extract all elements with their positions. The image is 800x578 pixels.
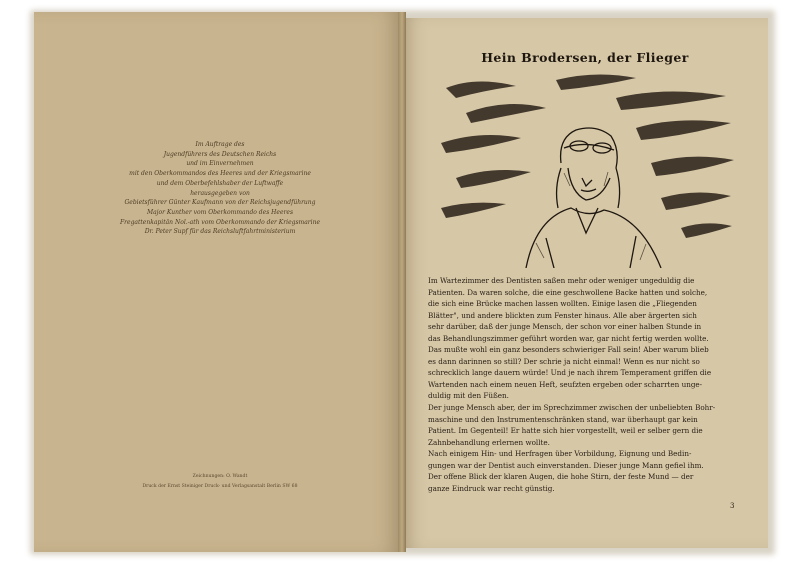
text-line: das Behandlungszimmer geführt worden war, gar nicht fertig werden wollte. <box>428 333 709 343</box>
left-page <box>34 12 402 552</box>
printer-credit: Druck der Ernst Steiniger Druck- und Verlagsanstalt Berlin SW 68 <box>142 484 298 489</box>
text-line: Wartenden nach einem neuen Heft, seufzten ergeben oder scharrten unge- <box>428 379 703 389</box>
credit-line: mit den Oberkommandos des Heeres und der Kriegsmarine <box>129 170 311 178</box>
text-line: maschine und den Instrumentenschränken stand, war überhaupt gar kein <box>428 414 698 424</box>
text-line: Im Wartezimmer des Dentisten saßen mehr oder weniger ungeduldig die <box>428 276 695 285</box>
credit-line: Major Kunther vom Oberkommando des Heeres <box>146 208 294 216</box>
publisher-credits <box>40 140 400 237</box>
credit-line: Jugendführers des Deutschen Reichs <box>163 150 277 158</box>
text-line: Nach einigem Hin- und Herfragen über Vorbildung, Eignung und Bedin- <box>428 449 692 459</box>
page-number: 3 <box>730 502 735 510</box>
credit-line: und im Einvernehmen <box>186 160 254 168</box>
text-line: es dann darinnen so still? Der schrie ja nicht einmal! Wenn es nur nicht so <box>428 356 700 366</box>
credit-line: Dr. Peter Supf für das Reichsluftfahrtministerium <box>144 228 296 236</box>
text-line: ganze Eindruck war recht günstig. <box>428 483 555 493</box>
drawings-credit: Zeichnungen: O. Wandt <box>192 474 248 479</box>
text-line: die sich eine Brücke machen lassen wollten. Einige lasen die „Fliegenden <box>428 299 697 309</box>
credit-line: Gebietsführer Günter Kaufmann von der Reichsjugendführung <box>124 199 316 207</box>
text-line: duldig mit den Füßen. <box>428 391 509 401</box>
text-line: gungen war der Dentist auch einverstanden. Dieser junge Mann gefiel ihm. <box>428 460 704 470</box>
credit-line: herausgegeben von <box>190 189 250 197</box>
text-line: Der junge Mensch aber, der im Sprechzimmer zwischen der unbeliebten Bohr- <box>428 403 716 413</box>
chapter-body <box>428 275 728 494</box>
text-line: sehr darüber, daß der junge Mensch, der schon vor einer halben Stunde in <box>428 322 702 332</box>
text-line: Patient. Im Gegenteil! Er hatte sich hier vorgestellt, weil er selber gern die <box>428 426 703 436</box>
aviator-illustration <box>436 68 736 268</box>
text-line: Der offene Blick der klaren Augen, die hohe Stirn, der feste Mund — der <box>428 472 694 482</box>
credit-line: Im Auftrage des <box>195 141 245 148</box>
credit-line: und dem Oberbefehlshaber der Luftwaffe <box>156 179 284 187</box>
text-line: Das mußte wohl ein ganz besonders schwieriger Fall sein! Aber warum blieb <box>428 345 709 355</box>
text-line: Patienten. Da waren solche, die eine geschwollene Backe hatten und solche, <box>428 287 708 297</box>
credit-line: Fregattenkapitän Nol.-ath vom Oberkommando der Kriegsmarine <box>119 218 321 226</box>
book-gutter <box>398 12 406 552</box>
text-line: Blätter", und andere blickten zum Fenster hinaus. Alle aber ärgerten sich <box>428 310 697 320</box>
text-line: Zahnbehandlung erlernen wollte. <box>428 437 550 447</box>
text-line: schrecklich lange dauern würde! Und je nach ihrem Temperament griffen die <box>428 368 712 378</box>
chapter-title: Hein Brodersen, der Flieger <box>481 50 689 65</box>
imprint-footer <box>40 472 400 492</box>
